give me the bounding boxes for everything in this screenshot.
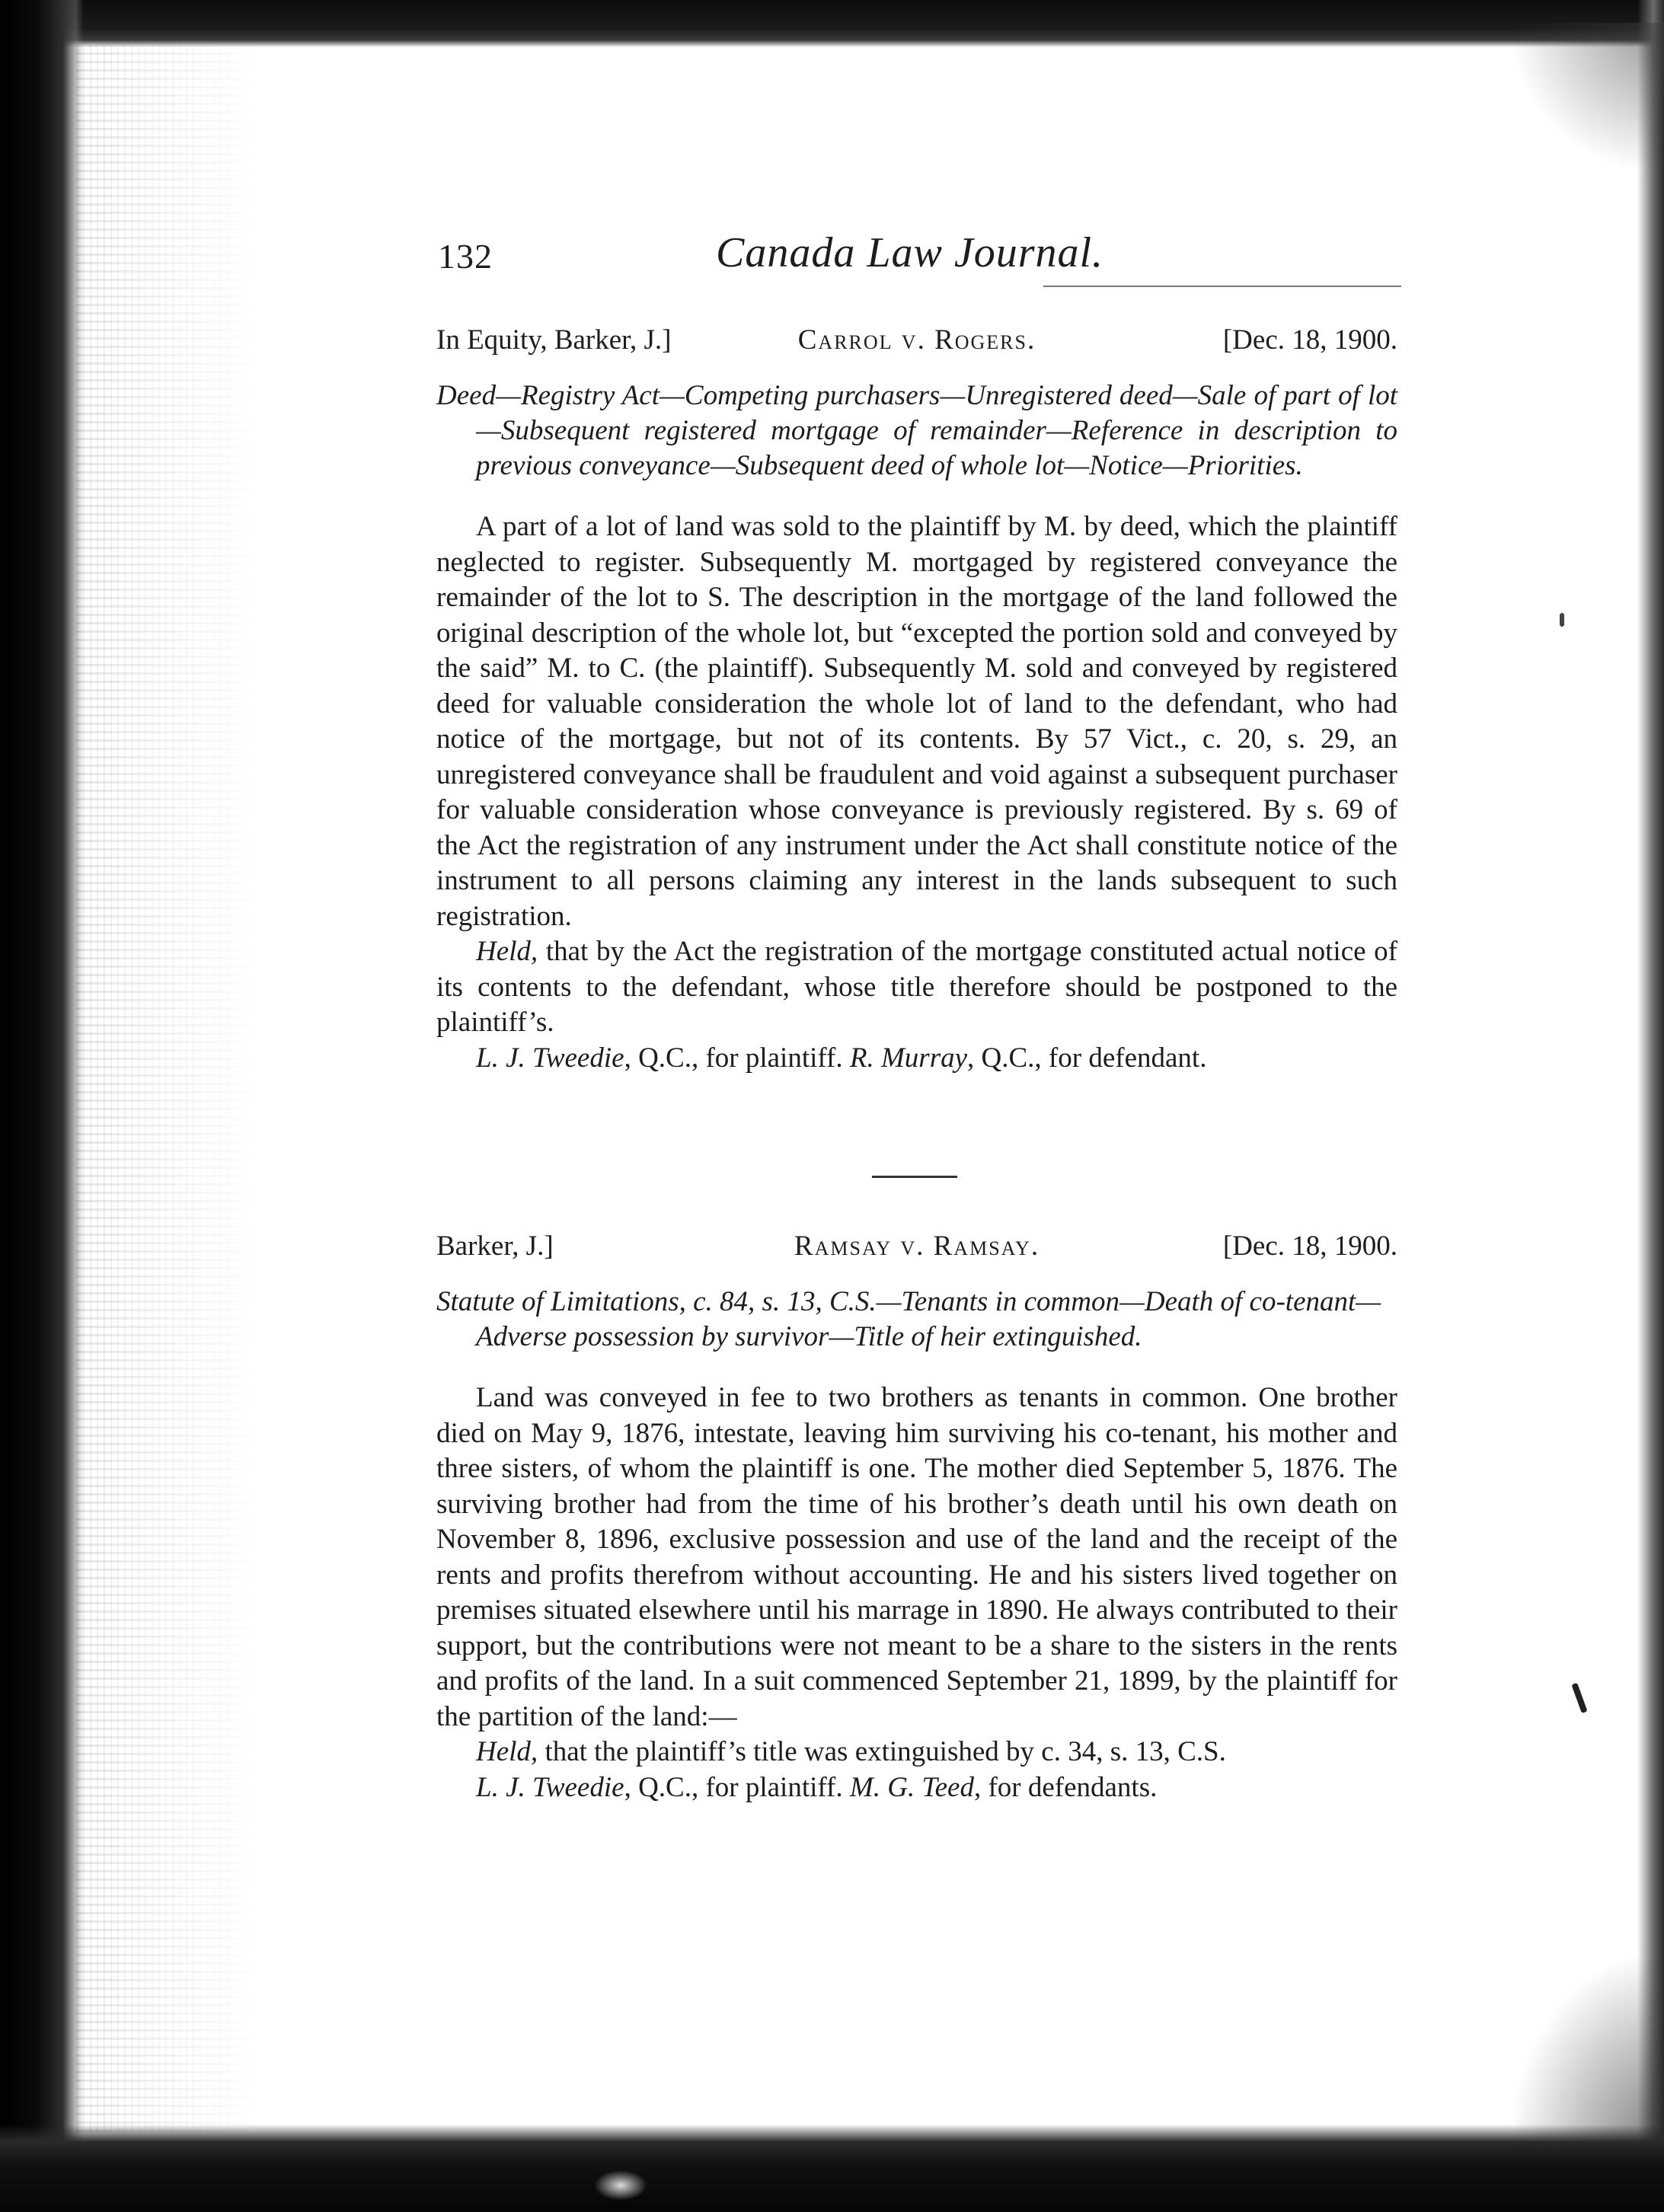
running-head [438, 228, 1397, 289]
held-label: Held, [476, 1736, 538, 1767]
header-rule [1043, 286, 1401, 287]
page-number: 132 [438, 237, 493, 276]
counsel-defendant-name: M. G. Teed [849, 1771, 974, 1803]
counsel-defendant-role: , Q.C., for defendant. [967, 1042, 1207, 1074]
case-ramsay-v-ramsay [436, 1230, 1397, 1805]
case-date: [Dec. 18, 1900. [1222, 324, 1397, 356]
court-judge: Barker, J.] [436, 1230, 554, 1262]
counsel-plaintiff-name: L. J. Tweedie [476, 1042, 624, 1074]
held-label: Held, [476, 936, 538, 967]
counsel-plaintiff-role: , Q.C., for plaintiff. [624, 1042, 850, 1074]
case-header [436, 324, 1397, 363]
case-facts-paragraph: Land was conveyed in fee to two brothers as tenants in common. One brother died on May 9, 1876, intestate, leaving him surviving his co-tenant, his mother and three sisters, of whom the plaintiff is one. The mother died September 5, 1876. The surviving brother had from the time of his brother’s death until his own death on November 8, 1896, exclusive possession and use of the land and the receipt of the rents and profits therefrom without accounting. He and his sisters lived together on premises situated elsewhere until his marrage in 1890. He always contributed to their support, but the contributions were not meant to be a share to the sisters in the rents and profits of the land. In a suit commenced September 21, 1899, by the plaintiff for the partition of the land:— [436, 1382, 1397, 1732]
held-text: that by the Act the registration of the mortgage constituted actual notice of its contents to the defendant, whose title therefore should be postponed to the plaintiff’s. [436, 936, 1397, 1038]
court-judge: In Equity, Barker, J.] [436, 324, 672, 356]
journal-title: Canada Law Journal. [716, 229, 1104, 276]
held-text: that the plaintiff’s title was extinguished by c. 34, s. 13, C.S. [538, 1736, 1226, 1767]
case-parties: Carrol v. Rogers. [797, 324, 1036, 356]
case-holding [436, 1735, 1397, 1770]
counsel-plaintiff-name: L. J. Tweedie [476, 1771, 624, 1803]
case-counsel [436, 1041, 1397, 1077]
case-facts-paragraph: A part of a lot of land was sold to the plaintiff by M. by deed, which the plaintiff neglected to register. Subsequently M. mortgaged by registered conveyance the remainder of the lot to S. The description in the mortgage of the land followed the original description of the whole lot, but “excepted the portion sold and conveyed by the said” M. to C. (the plaintiff). Subsequently M. sold and conveyed by registered deed for valuable consideration the whole lot of land to the defendant, who had notice of the mortgage, but not of its contents. By 57 Vict., c. 20, s. 29, an unregistered conveyance shall be fraudulent and void against a subsequent purchaser for valuable consideration whose conveyance is previously registered. By s. 69 of the Act the registration of any instrument under the Act shall constitute notice of the instrument to all persons claiming any interest in the lands subsequent to such registration. [436, 511, 1397, 932]
counsel-defendant-name: R. Murray [849, 1042, 968, 1074]
case-counsel [436, 1770, 1397, 1806]
counsel-plaintiff-role: , Q.C., for plaintiff. [624, 1771, 850, 1803]
case-holding [436, 934, 1397, 1041]
counsel-defendant-role: , for defendants. [973, 1771, 1158, 1803]
case-header [436, 1230, 1397, 1269]
case-separator-rule [872, 1176, 957, 1178]
case-date: [Dec. 18, 1900. [1222, 1230, 1397, 1262]
case-headnote: Deed—Registry Act—Competing purchasers—Unregistered deed—Sale of part of lot—Subsequent registered mortgage of remainder—Reference in description to previous conveyance—Subsequent deed of whole lot—Notice—Priorities. [436, 380, 1397, 481]
case-parties: Ramsay v. Ramsay. [794, 1230, 1040, 1262]
case-headnote: Statute of Limitations, c. 84, s. 13, C.S.—Tenants in common—Death of co-tenant—Adverse possession by survivor—Title of heir extinguished. [436, 1286, 1381, 1352]
case-carrol-v-rogers [436, 324, 1397, 1076]
